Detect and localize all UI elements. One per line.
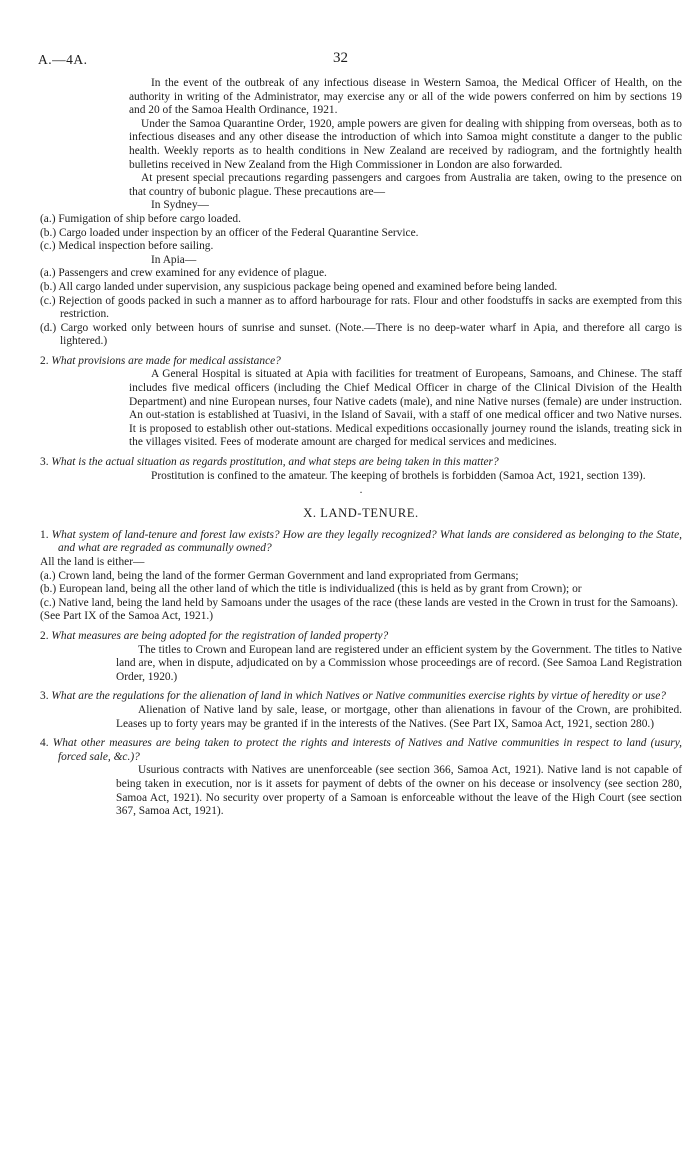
land-intro: All the land is either— [40,556,145,568]
question-text: What is the actual situation as regards prostitution, and what steps are being taken in this matter? [51,456,499,469]
land-item-a: (a.) Crown land, being the land of the former German Government and land expropriated from Germans; [40,569,519,582]
question-number: 3. [40,456,49,469]
question-number: 4. [40,737,49,750]
question-text: What other measures are being taken to protect the rights and interests of Natives and Native communities in respect to land (usury, forced sale, &c.)? [52,737,682,763]
question-number: 3. [40,690,49,703]
apia-item-a: (a.) Passengers and crew examined for any evidence of plague. [40,267,327,280]
question-text: What system of land-tenure and forest law exists? How are they legally recognized? What lands are considered as belonging to the State, and what are regraded as communally owned? [51,528,682,555]
land-note: (See Part IX of the Samoa Act, 1921.) [40,610,214,623]
apia-item-d: (d.) Cargo worked only between hours of sunrise and sunset. (Note.—There is no deep-water wharf in Apia, and therefore all cargo is lightered.) [40,321,682,348]
sydney-item-c: (c.) Medical inspection before sailing. [40,240,214,253]
intro-block [129,77,682,199]
land-item-b: (b.) European land, being all the other land of which the title is individualized (this is held as by grant from Crown); or [40,583,582,596]
question-2 [40,355,682,369]
question-number: 2. [40,629,49,642]
land-item-c: (c.) Native land, being the land held by Samoans under the usages of the race (these lands are vested in the Crown in trust for the Samoans). [40,596,679,609]
intro-paragraph-1: In the event of the outbreak of any infectious disease in Western Samoa, the Medical Officer of Health, on the authority in writing of the Administrator, may exercise any or all of the wide powers conferred on him by sections 19 and 20 of the Samoa Health Ordinance, 1921. [129,77,682,117]
question-number: 2. [40,354,49,367]
sydney-item-a: (a.) Fumigation of ship before cargo loaded. [40,212,241,225]
question-number: 1. [40,528,49,541]
question-text: What are the regulations for the alienation of land in which Natives or Native communities exercise rights by virtue of heredity or use? [51,690,666,703]
question-text: What measures are being adopted for the registration of landed property? [51,629,389,642]
sydney-item-b: (b.) Cargo loaded under inspection by an officer of the Federal Quarantine Service. [40,226,419,239]
sydney-label: In Sydney— [151,199,209,212]
land-answer-2: The titles to Crown and European land are registered under an efficient system by the Government. The titles to Native land are, when in dispute, adjudicated on by a Commission whose proceedings are of record. (See Samoa Land Registration Order, 1920.) [116,643,682,683]
page-content [40,77,682,819]
apia-item-c: (c.) Rejection of goods packed in such a manner as to afford harbourage for rats. Flour and other foodstuffs in sacks are exempted from this restriction. [40,294,682,321]
land-question-4 [40,737,682,764]
land-answer-3: Alienation of Native land by sale, lease, or mortgage, other than alienations in favour of the Crown, are prohibited. Leases up to forty years may be granted if in the interests of the Natives. (See Part IX, Samoa Act, 1921, section 280.) [116,703,682,730]
intro-paragraph-3: At present special precautions regarding passengers and cargoes from Australia are taken, owing to the presence on that country of bubonic plague. These precautions are— [129,172,682,198]
page-number: 32 [333,50,348,66]
apia-item-b: (b.) All cargo landed under supervision, any suspicious package being opened and examined before being landed. [40,280,558,293]
answer-2: A General Hospital is situated at Apia with facilities for treatment of Europeans, Samoans, and Chinese. The staff includes five medical officers (including the Chief Medical Officer in charge of the Clinical Division of the Health Department) and nine European nurses, four Native cadets (male), and nine Native nurses (female) are under instruction. An out-station is established at Tuasivi, in the Island of Savaii, with a staff of one medical officer and two Native nurses. It is proposed to establish other out-stations. Medical expeditions occasionally journey round the islands, treating sick in the villages visited. Fees of moderate amount are charged for medical services and medicines. [129,368,682,449]
section-title: X. LAND-TENURE. [303,506,419,521]
separator-dot: · [359,487,363,500]
land-question-1 [40,529,682,556]
intro-paragraph-2: Under the Samoa Quarantine Order, 1920, ample powers are given for dealing with shipping from overseas, both as to infectious diseases and any other disease the introduction of which into Samoa might constitute a danger to the public health. Weekly reports as to health conditions in New Zealand are received by radiogram, and the fortnightly health bulletins received in New Zealand from the High Commissioner in London are also forwarded. [129,117,682,171]
apia-label: In Apia— [151,253,197,266]
question-3 [40,456,682,470]
land-question-2 [40,630,682,644]
land-question-3 [40,690,682,704]
question-text: What provisions are made for medical assistance? [51,354,281,367]
land-answer-4: Usurious contracts with Natives are unenforceable (see section 366, Samoa Act, 1921). Native land is not capable of being taken in execution, nor is it assets for payment of debts of the owner on his decease or insolvency (see section 280, Samoa Act, 1921). No security over property of a Samoan is enforceable without the leave of the High Court (see section 367, Samoa Act, 1921). [116,764,682,818]
document-code: A.—4A. [38,52,88,67]
answer-3: Prostitution is confined to the amateur. The keeping of brothels is forbidden (Samoa Act, 1921, section 139). [151,469,646,482]
